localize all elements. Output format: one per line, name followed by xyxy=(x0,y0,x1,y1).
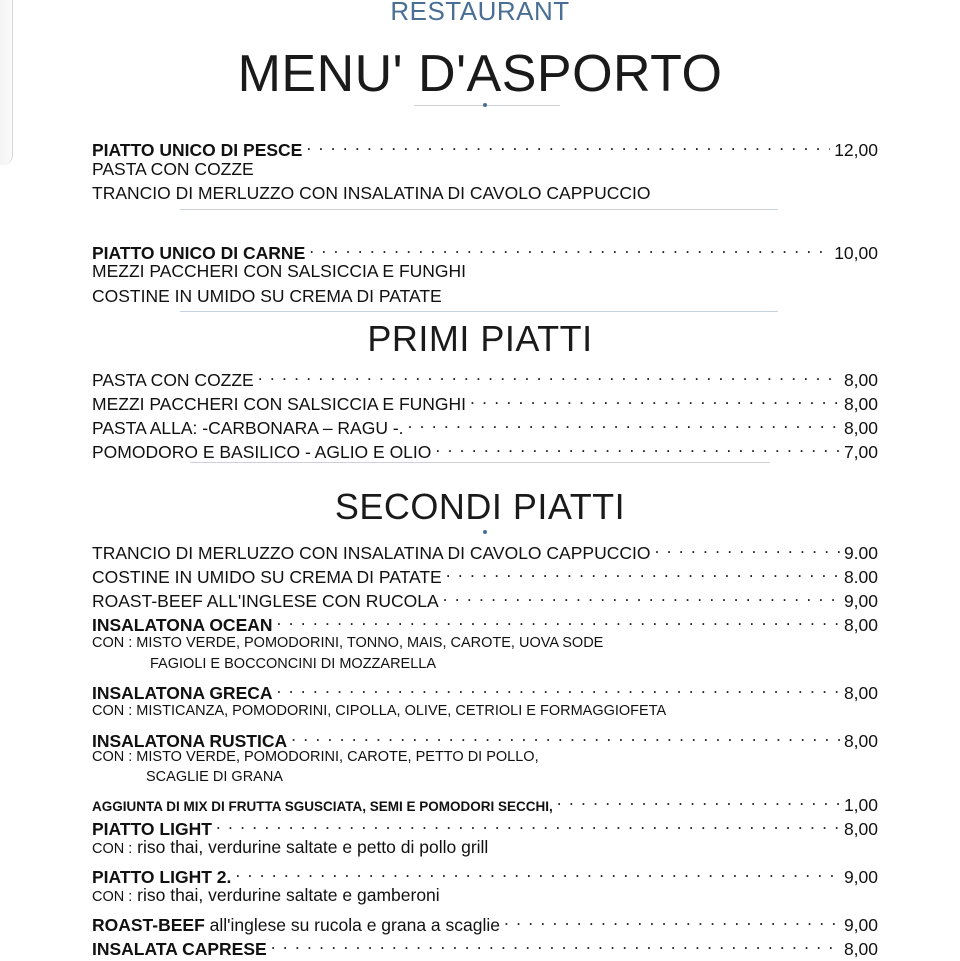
menu-item-roast-beef xyxy=(92,907,878,935)
title-divider xyxy=(414,105,560,106)
menu-title: MENU' D'ASPORTO xyxy=(237,45,723,103)
item-detail: SCAGLIE DI GRANA xyxy=(146,769,283,785)
leader-dots xyxy=(504,907,840,931)
leader-dots xyxy=(446,559,840,583)
item-price: 8,00 xyxy=(843,418,878,438)
item-name: PIATTO UNICO DI PESCE xyxy=(92,140,303,160)
leader-dots xyxy=(408,410,840,434)
leader-dots xyxy=(277,675,840,699)
item-price: 8,00 xyxy=(843,731,878,751)
item-price: 1,00 xyxy=(843,795,878,815)
item-price: 8.00 xyxy=(843,567,878,587)
title-divider-dot xyxy=(483,103,487,107)
leader-dots xyxy=(258,362,840,386)
item-name: POMODORO E BASILICO - AGLIO E OLIO xyxy=(92,442,432,462)
item-price: 8,00 xyxy=(843,819,878,839)
item-name: PIATTO LIGHT xyxy=(92,819,212,839)
item-name: INSALATONA RUSTICA xyxy=(92,731,288,751)
menu-item xyxy=(92,410,878,438)
item-name: ROAST-BEEF xyxy=(92,915,205,935)
leader-dots xyxy=(309,235,830,259)
section-title-secondi: SECONDI PIATTI xyxy=(334,486,626,527)
menu-item xyxy=(92,583,878,611)
menu-item-insalatona-greca xyxy=(92,675,878,703)
leader-dots xyxy=(271,931,840,955)
item-name: MEZZI PACCHERI CON SALSICCIA E FUNGHI xyxy=(92,394,467,414)
menu-item-piatto-pesce xyxy=(92,132,878,160)
item-detail xyxy=(92,835,488,861)
item-detail: CON : MISTO VERDE, POMODORINI, CAROTE, PETTO DI POLLO, xyxy=(92,749,539,765)
item-name: INSALATONA OCEAN xyxy=(92,615,273,635)
leader-dots xyxy=(291,723,840,747)
menu-item xyxy=(92,559,878,587)
item-name: PASTA CON COZZE xyxy=(92,370,254,390)
restaurant-label: RESTAURANT xyxy=(390,0,570,26)
item-name: AGGIUNTA DI MIX DI FRUTTA SGUSCIATA, SEMI E POMODORI SECCHI, xyxy=(92,799,553,814)
leader-dots xyxy=(435,434,840,458)
item-price: 9.00 xyxy=(843,543,878,563)
item-detail xyxy=(92,883,440,909)
menu-item-insalatona-ocean xyxy=(92,607,878,635)
menu-item-piatto-light-2 xyxy=(92,859,878,887)
menu-item xyxy=(92,535,878,563)
course-line: MEZZI PACCHERI CON SALSICCIA E FUNGHI xyxy=(92,261,467,281)
item-name: ROAST-BEEF ALL'INGLESE CON RUCOLA xyxy=(92,591,439,611)
item-detail: FAGIOLI E BOCCONCINI DI MOZZARELLA xyxy=(150,656,437,672)
section-divider xyxy=(180,311,778,312)
leader-dots xyxy=(306,132,830,156)
item-price: 8,00 xyxy=(843,370,878,390)
section-divider xyxy=(180,209,778,210)
item-name: PIATTO UNICO DI CARNE xyxy=(92,243,306,263)
leader-dots xyxy=(557,787,840,811)
menu-item xyxy=(92,386,878,414)
item-name: PIATTO LIGHT 2. xyxy=(92,867,232,887)
menu-item-insalata-caprese xyxy=(92,931,878,959)
item-price: 8,00 xyxy=(843,394,878,414)
menu-item xyxy=(92,434,878,462)
item-price: 8,00 xyxy=(843,683,878,703)
item-price: 9,00 xyxy=(843,915,878,935)
item-price: 8,00 xyxy=(843,939,878,959)
item-detail: CON : MISTICANZA, POMODORINI, CIPOLLA, OLIVE, CETRIOLI E FORMAGGIOFETA xyxy=(92,703,667,719)
item-detail: CON : MISTO VERDE, POMODORINI, TONNO, MAIS, CAROTE, UOVA SODE xyxy=(92,635,604,651)
item-price: 12,00 xyxy=(834,140,878,160)
menu-item xyxy=(92,362,878,390)
menu-item-aggiunta xyxy=(92,787,878,815)
item-name: COSTINE IN UMIDO SU CREMA DI PATATE xyxy=(92,567,442,587)
leader-dots xyxy=(277,607,840,631)
item-name-rest: all'inglese su rucola e grana a scaglie xyxy=(204,915,500,935)
item-price: 9,00 xyxy=(843,867,878,887)
section-divider xyxy=(190,462,770,463)
section-divider-dot xyxy=(483,530,487,534)
item-price: 9,00 xyxy=(843,591,878,611)
course-line: PASTA CON COZZE xyxy=(92,159,254,179)
menu-item-piatto-light xyxy=(92,811,878,839)
item-name: TRANCIO DI MERLUZZO CON INSALATINA DI CAVOLO CAPPUCCIO xyxy=(92,543,651,563)
leader-dots xyxy=(470,386,840,410)
detail-prefix: CON : xyxy=(92,889,133,905)
section-title-primi: PRIMI PIATTI xyxy=(367,318,593,359)
item-name: INSALATONA GRECA xyxy=(92,683,273,703)
item-price: 10,00 xyxy=(834,243,878,263)
item-price: 8,00 xyxy=(843,615,878,635)
item-price: 7,00 xyxy=(843,442,878,462)
leader-dots xyxy=(216,811,840,835)
leader-dots xyxy=(443,583,840,607)
course-line: COSTINE IN UMIDO SU CREMA DI PATATE xyxy=(92,286,442,306)
detail-prefix: CON : xyxy=(92,841,133,857)
leader-dots xyxy=(654,535,839,559)
course-line: TRANCIO DI MERLUZZO CON INSALATINA DI CAVOLO CAPPUCCIO xyxy=(92,183,651,203)
item-name: INSALATA CAPRESE xyxy=(92,939,267,959)
item-name: PASTA ALLA: -CARBONARA – RAGU -. xyxy=(92,418,404,438)
detail-text: riso thai, verdurine saltate e petto di pollo grill xyxy=(132,837,489,857)
leader-dots xyxy=(235,859,840,883)
menu-item-insalatona-rustica xyxy=(92,723,878,751)
detail-text: riso thai, verdurine saltate e gamberoni xyxy=(132,885,440,905)
menu-item-piatto-carne xyxy=(92,235,878,263)
